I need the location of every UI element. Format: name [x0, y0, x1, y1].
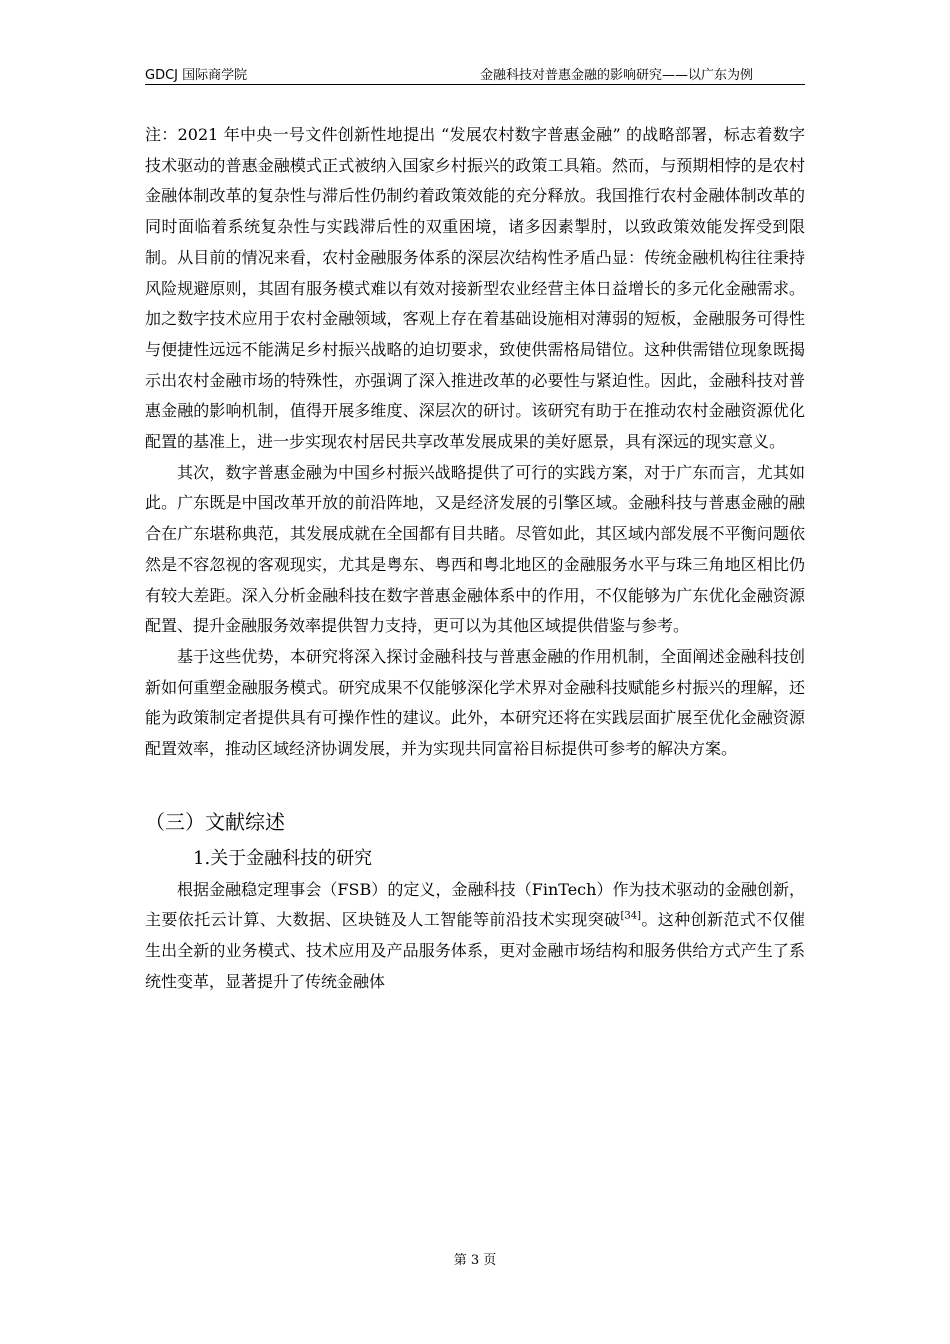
- paragraph-fsb-text-start: 根据金融稳定理事会（FSB）的定义，金融科技（FinTech）作为技术驱动的金融创新，主要依托云计算、大数据、区块链及人工智能等前沿技术实现突破: [145, 879, 805, 930]
- page-number: 第 3 页: [453, 1253, 497, 1268]
- subsection-number: 1.: [193, 847, 211, 869]
- citation-34: [34]: [620, 911, 642, 923]
- header-thesis-title: 金融科技对普惠金融的影响研究——以广东为例: [479, 68, 753, 83]
- page-header: [145, 62, 805, 85]
- subsection-title: 关于金融科技的研究: [210, 847, 373, 869]
- section-heading-literature-review: （三）文献综述: [145, 809, 285, 834]
- paragraph-fsb-text-end: 。这种创新范式不仅催生出全新的业务模式、技术应用及产品服务体系，更对金融市场结构和服务供给方式产生了系统性变革，显著提升了传统金融体: [145, 910, 805, 991]
- header-institution: GDCJ 国际商学院: [145, 68, 248, 83]
- paragraph-note: 注：2021 年中央一号文件创新性地提出 “发展农村数字普惠金融” 的战略部署，标志着数字技术驱动的普惠金融模式正式被纳入国家乡村振兴的政策工具箱。然而，与预期相悖的是农村金融体制改革的复杂性与滞后性仍制约着政策效能的充分释放。我国推行农村金融体制改革的同时面临着系统复杂性与实践滞后性的双重困境，诸多因素掣肘，以致政策效能发挥受到限制。从目前的情况来看，农村金融服务体系的深层次结构性矛盾凸显：传统金融机构往往秉持风险规避原则，其固有服务模式难以有效对接新型农业经营主体日益增长的多元化金融需求。加之数字技术应用于农村金融领域，客观上存在着基础设施相对薄弱的短板，金融服务可得性与便捷性远远不能满足乡村振兴战略的迫切要求，致使供需格局错位。这种供需错位现象既揭示出农村金融市场的特殊性，亦强调了深入推进改革的必要性与紧迫性。因此，金融科技对普惠金融的影响机制，值得开展多维度、深层次的研讨。该研究有助于在推动农村金融资源优化配置的基准上，进一步实现农村居民共享改革发展成果的美好愿景，具有深远的现实意义。: [145, 125, 805, 452]
- subsection-heading-fintech: [193, 843, 805, 875]
- paragraph-guangdong: 其次，数字普惠金融为中国乡村振兴战略提供了可行的实践方案，对于广东而言，尤其如此。广东既是中国改革开放的前沿阵地，又是经济发展的引擎区域。金融科技与普惠金融的融合在广东堪称典范，其发展成就在全国都有目共睹。尽管如此，其区域内部发展不平衡问题依然是不容忽视的客观现实，尤其是粤东、粤西和粤北地区的金融服务水平与珠三角地区相比仍有较大差距。深入分析金融科技在数字普惠金融体系中的作用，不仅能够为广东优化金融资源配置、提升金融服务效率提供智力支持，更可以为其他区域提供借鉴与参考。: [145, 462, 805, 636]
- paragraph-fsb-definition: [145, 875, 805, 998]
- page-body: [145, 120, 805, 998]
- paragraph-research-aim: 基于这些优势，本研究将深入探讨金融科技与普惠金融的作用机制，全面阐述金融科技创新如何重塑金融服务模式。研究成果不仅能够深化学术界对金融科技赋能乡村振兴的理解，还能为政策制定者提供具有可操作性的建议。此外，本研究还将在实践层面扩展至优化金融资源配置效率，推动区域经济协调发展，并为实现共同富裕目标提供可参考的解决方案。: [145, 646, 805, 759]
